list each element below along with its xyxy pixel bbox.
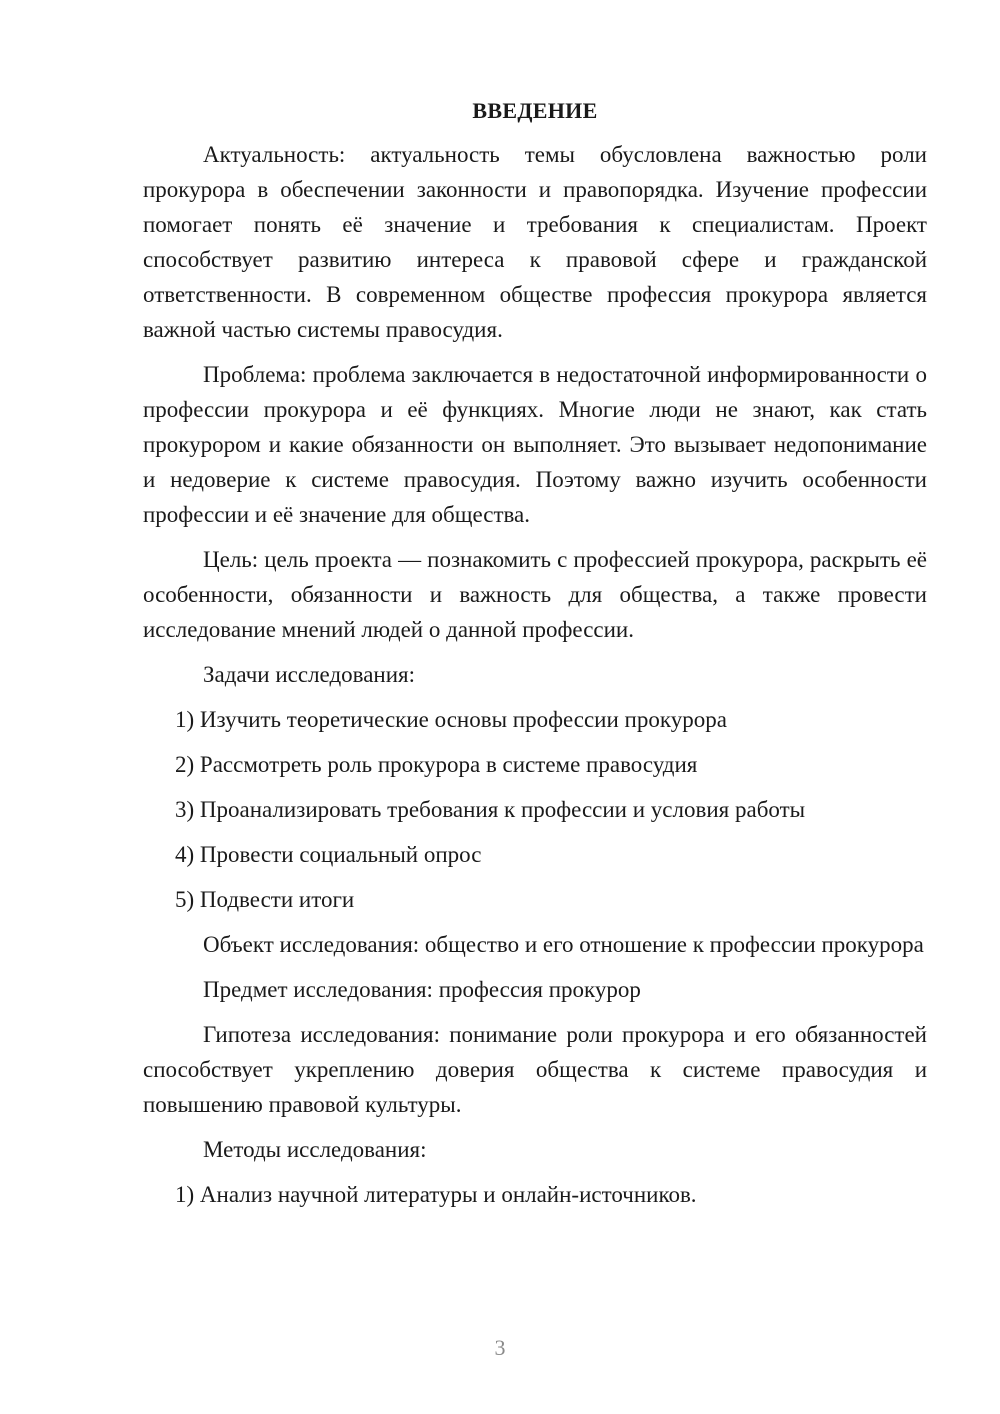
goal-paragraph: Цель: цель проекта — познакомить с профессией прокурора, раскрыть её особенности, обязанности и важность для общества, а также провести исследование мнений людей о данной профессии. <box>143 547 927 642</box>
page-heading: ВВЕДЕНИЕ <box>472 98 598 123</box>
list-item: 2) Рассмотреть роль прокурора в системе правосудия <box>175 752 698 777</box>
tasks-list <box>143 702 927 917</box>
subject-paragraph: Предмет исследования: профессия прокурор <box>203 977 641 1002</box>
relevance-paragraph: Актуальность: актуальность темы обусловлена важностью роли прокурора в обеспечении законности и правопорядка. Изучение профессии помогает понять её значение и требования к специалистам. Проект способствует развитию интереса к правовой сфере и гражданской ответственности. В современном обществе профессия прокурора является важной частью системы правосудия. <box>143 142 927 342</box>
page-content <box>143 96 927 1222</box>
list-item: 4) Провести социальный опрос <box>175 842 482 867</box>
list-item: 1) Анализ научной литературы и онлайн-источников. <box>175 1182 697 1207</box>
page-number: 3 <box>494 1335 506 1360</box>
methods-title: Методы исследования: <box>203 1137 427 1162</box>
methods-list <box>143 1177 927 1212</box>
tasks-title: Задачи исследования: <box>203 662 416 687</box>
object-paragraph: Объект исследования: общество и его отношение к профессии прокурора <box>203 932 924 957</box>
list-item: 5) Подвести итоги <box>175 887 355 912</box>
problem-paragraph: Проблема: проблема заключается в недостаточной информированности о профессии прокурора и её функциях. Многие люди не знают, как стать прокурором и какие обязанности он выполняет. Это вызывает недопонимание и недоверие к системе правосудия. Поэтому важно изучить особенности профессии и её значение для общества. <box>143 362 927 527</box>
list-item: 1) Изучить теоретические основы профессии прокурора <box>175 707 727 732</box>
hypothesis-paragraph: Гипотеза исследования: понимание роли прокурора и его обязанностей способствует укреплению доверия общества к системе правосудия и повышению правовой культуры. <box>143 1022 927 1117</box>
list-item: 3) Проанализировать требования к профессии и условия работы <box>175 797 806 822</box>
